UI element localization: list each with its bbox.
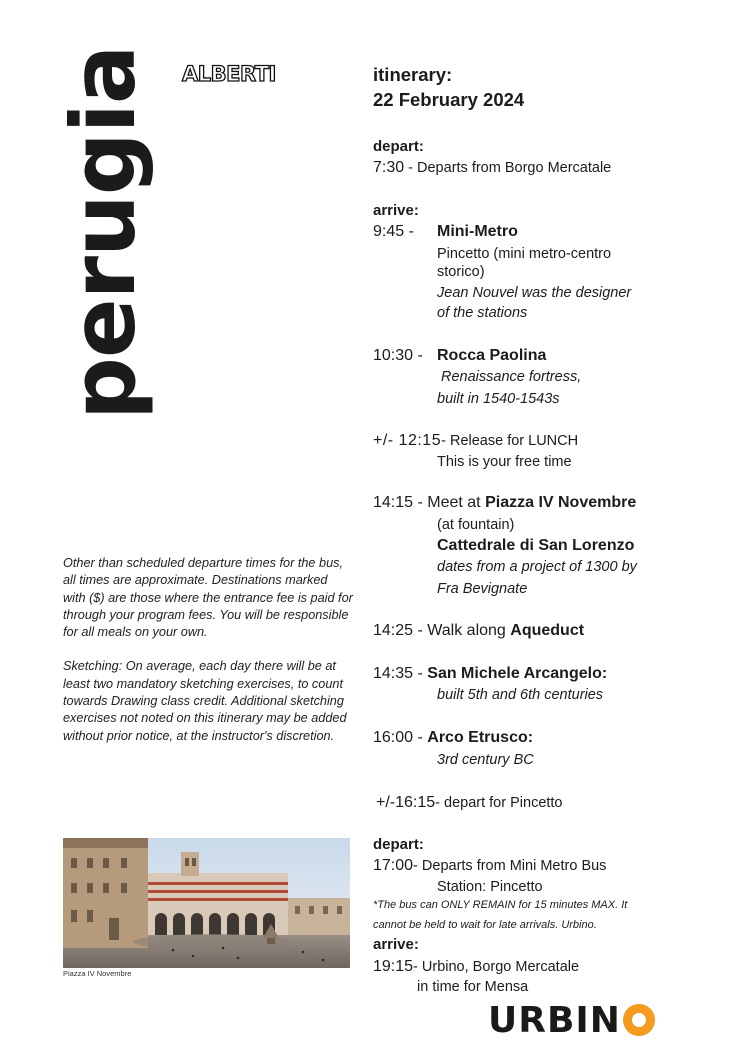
notes-paragraph-times: Other than scheduled departure times for the bus, all times are approximate. Destinations marked with ($) are those where the entrance fee is paid for through your program fees. You will be responsible for all meals on your own.	[63, 556, 353, 640]
depart2-line	[373, 857, 606, 875]
stop6-time: 16:00	[373, 729, 414, 746]
stop1-note: Jean Nouvel was the designer	[437, 285, 632, 301]
lunch-line	[373, 432, 578, 450]
depart-label: depart:	[373, 138, 424, 155]
stop1-desc: Pincetto (mini metro-centro	[437, 246, 612, 262]
city-title: perugia	[52, 45, 155, 420]
stop4-text: - Walk along	[413, 622, 511, 639]
stop3-line	[373, 494, 636, 512]
stop4-place: Aqueduct	[510, 622, 585, 639]
stop6-line	[373, 729, 533, 747]
stop5-sep: -	[413, 665, 428, 682]
stop7-line	[376, 794, 563, 812]
depart-line	[373, 159, 611, 177]
depart2-time: 17:00	[373, 857, 414, 874]
stop3-sub: (at fountain)	[437, 517, 515, 533]
stop2-name: Rocca Paolina	[437, 347, 547, 364]
itinerary-heading: itinerary:	[373, 64, 453, 85]
stop6-note: 3rd century BC	[437, 752, 534, 768]
depart2-text: - Departs from Mini Metro Bus	[413, 858, 607, 874]
stop2-time: 10:30 -	[373, 347, 423, 364]
urbino-logo-text: URBIN	[488, 1000, 621, 1041]
stop5-note: built 5th and 6th centuries	[437, 687, 604, 703]
stop5-line	[373, 665, 607, 683]
urbino-logo	[488, 1000, 655, 1041]
stop1-name: Mini-Metro	[437, 223, 518, 240]
urbino-logo-o-icon	[623, 1004, 655, 1036]
bus-note: *The bus can ONLY REMAIN for 15 minutes MAX. It	[373, 899, 628, 911]
arrive2-time: 19:15	[373, 958, 414, 975]
bus-note: cannot be held to wait for late arrivals. Urbino.	[373, 919, 597, 931]
stop3-note: Fra Bevignate	[437, 581, 528, 597]
arrive-label: arrive:	[373, 202, 419, 219]
depart-text: - Departs from Borgo Mercatale	[404, 160, 612, 176]
stop3-place: Piazza IV Novembre	[485, 494, 637, 511]
depart2-label: depart:	[373, 836, 424, 853]
stop3-time: 14:15	[373, 494, 414, 511]
stop5-name: San Michele Arcangelo:	[427, 665, 608, 682]
stop1-note: of the stations	[437, 305, 528, 321]
stop3-note: dates from a project of 1300 by	[437, 559, 637, 575]
stop2-note: Renaissance fortress,	[441, 369, 582, 385]
photo-caption: Piazza IV Novembre	[63, 969, 132, 978]
stop3-pre: - Meet at	[413, 494, 486, 511]
lunch-time: +/- 12:15	[373, 432, 442, 449]
stop1-time: 9:45 -	[373, 223, 414, 240]
lunch-sub: This is your free time	[437, 454, 572, 470]
arrive2-sub: in time for Mensa	[417, 979, 529, 995]
stop7-time: +/-16:15	[376, 794, 436, 811]
notes-block	[63, 555, 353, 762]
stop3-name2: Cattedrale di San Lorenzo	[437, 537, 635, 554]
stop6-name: Arco Etrusco:	[427, 729, 534, 746]
arrive2-label: arrive:	[373, 936, 419, 953]
arrive2-text: - Urbino, Borgo Mercatale	[413, 959, 580, 975]
depart2-sub: Station: Pincetto	[437, 879, 543, 895]
stop2-note: built in 1540-1543s	[437, 391, 560, 407]
piazza-photo	[63, 838, 350, 968]
stop7-text: - depart for Pincetto	[435, 795, 563, 811]
arrive2-line	[373, 958, 579, 976]
depart-time: 7:30	[373, 159, 405, 176]
stop6-sep: -	[413, 729, 428, 746]
brand-logo: ALBERTI	[182, 62, 276, 86]
notes-paragraph-sketching: Sketching: On average, each day there will be at least two mandatory sketching exercises, to count towards Drawing class credit. Additional sketching exercises not noted on this itinerary may be added without prior notice, at the instructor's discretion.	[63, 659, 347, 743]
stop4-line	[373, 622, 584, 640]
itinerary-date: 22 February 2024	[373, 89, 525, 110]
stop5-time: 14:35	[373, 665, 414, 682]
lunch-text: - Release for LUNCH	[441, 433, 579, 449]
stop4-time: 14:25	[373, 622, 414, 639]
stop1-desc: storico)	[437, 264, 485, 280]
